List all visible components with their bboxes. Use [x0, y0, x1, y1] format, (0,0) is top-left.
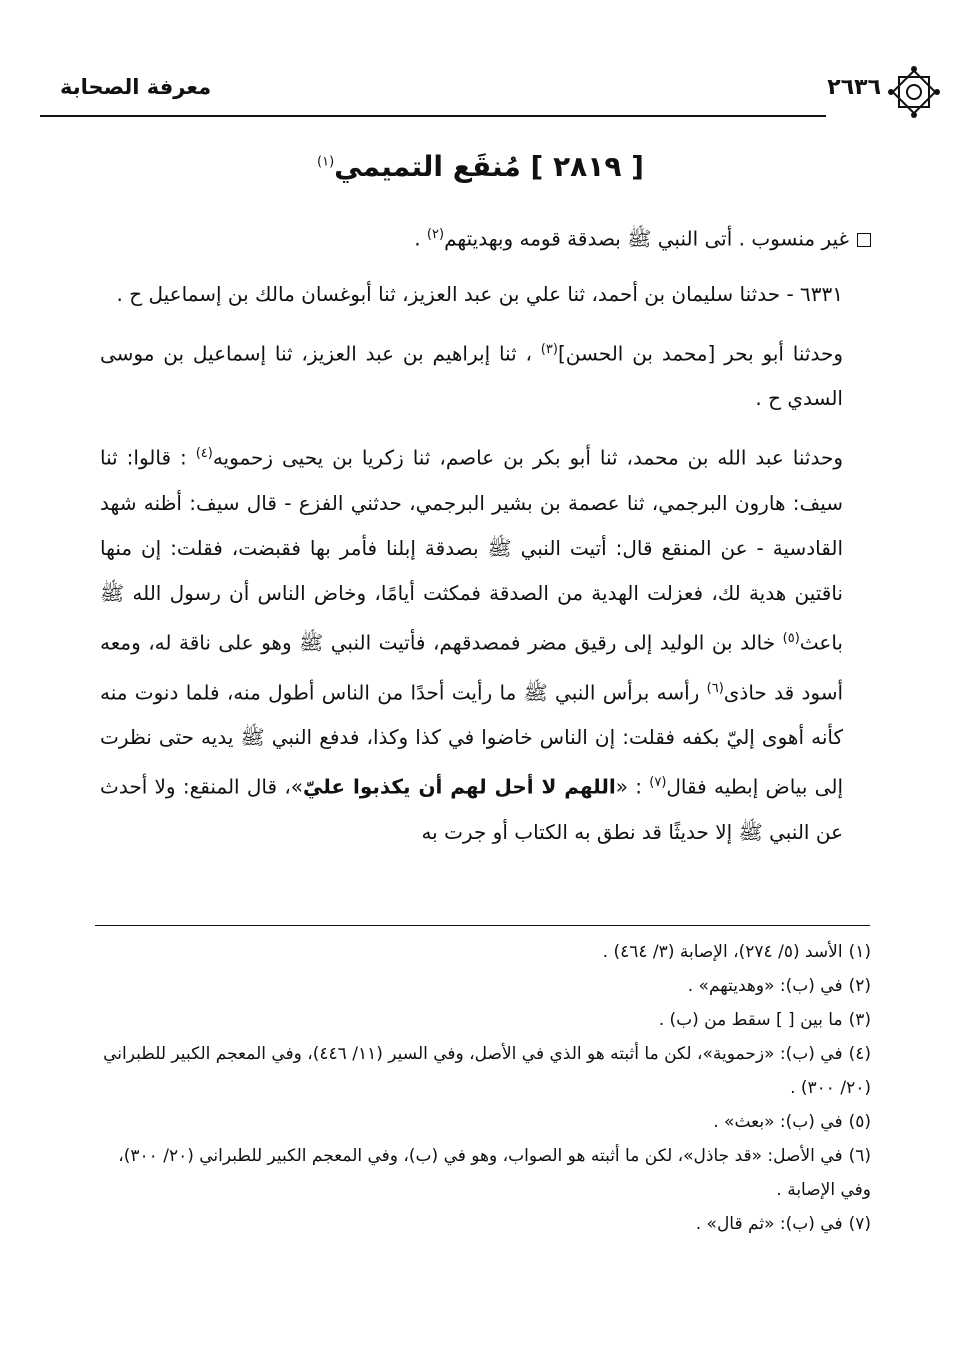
- running-title: معرفة الصحابة: [60, 75, 212, 99]
- footnote-ref: (٧): [649, 775, 667, 791]
- footnote: [100, 1037, 871, 1105]
- page-number: ٢٦٣٦: [827, 75, 881, 100]
- footnote-number: (٥): [848, 1112, 871, 1132]
- footnote: [100, 935, 871, 969]
- footnote-number: (٦): [848, 1146, 871, 1166]
- footnote-number: (٣): [848, 1010, 871, 1030]
- footnote-ref: (٢): [426, 227, 445, 242]
- footnote-ref: (٤): [195, 446, 213, 462]
- paragraph-text: : قالوا: ثنا سيف: هارون البرجمي، ثنا عصمة بن بشير البرجمي، حدثني الفزع - قال سيف: أظنه شهد القادسية - عن المنقع قال: أتيت النبي ﷺ بصدقة إبلنا فأمر بها فقبضت، فقلت: إن منها ناقتين هدية لك، فعزلت الهدية من الصدقة فمكثت أيامًا، وخاض الناس أن رسول الله ﷺ باعث: [100, 445, 843, 655]
- paragraph-text: »، قال المنقع: ولا أحدث عن النبي ﷺ إلا حديثًا قد نطق به الكتاب أو جرت به: [100, 774, 843, 844]
- footnote-text: في (ب): «وهديتهم» .: [687, 976, 843, 996]
- hadith-quote: اللهم لا أحل لهم أن يكذبوا عليّ: [303, 774, 616, 799]
- paragraph-text: : «: [615, 774, 650, 799]
- footnote-ref: (٦): [706, 680, 724, 696]
- paragraph: [100, 272, 871, 317]
- eight-point-star-ornament-icon: [887, 65, 941, 119]
- footnote-text: ما بين [ ] سقط من (ب) .: [658, 1010, 843, 1030]
- paragraph-text: .: [414, 226, 427, 251]
- paragraph: [100, 431, 871, 855]
- footnote: [100, 969, 871, 1003]
- footnote-number: (١): [848, 942, 871, 962]
- paragraph-text: وحدثنا أبو بحر [محمد بن الحسن]: [557, 341, 843, 366]
- entry-heading: [100, 150, 861, 183]
- paragraph: [100, 327, 871, 422]
- paragraph-text: ٦٣٣١ - حدثنا سليمان بن أحمد، ثنا علي بن عبد العزيز، ثنا أبوغسان مالك بن إسماعيل ح .: [116, 281, 843, 306]
- header-rule: [40, 115, 826, 117]
- footnote-text: في (ب): «ثم قال» .: [695, 1214, 843, 1234]
- footnote: [100, 1207, 871, 1241]
- footnote-text: الأسد (٥/ ٢٧٤)، الإصابة (٣/ ٤٦٤) .: [602, 942, 843, 962]
- paragraph-text: رأسه برأس النبي ﷺ ما رأيت أحدًا من الناس أطول منه، فلما دنوت منه كأنه أهوى إليّ بكفه فقلت: إن الناس خاضوا في كذا وكذا، فدفع النبي ﷺ يديه حتى نظرت إلى بياض إبطيه فقال: [100, 680, 843, 799]
- page-header: [60, 55, 881, 115]
- footnote-text: في (ب): «بعث» .: [713, 1112, 843, 1132]
- footnote: [100, 1139, 871, 1207]
- footnote-separator: [95, 925, 870, 926]
- footnote-ref: (٥): [782, 630, 800, 646]
- paragraph: [100, 212, 871, 262]
- footnotes: [100, 935, 871, 1241]
- footnote-text: في الأصل: «قد جاذل»، لكن ما أثبته هو الصواب، وهو في (ب)، وفي المعجم الكبير للطبراني (٢٠/ ٣٠٠)، وفي الإصابة .: [118, 1146, 871, 1200]
- main-text: [100, 212, 871, 865]
- footnote-ref: (٣): [540, 341, 558, 357]
- square-bullet-icon: [857, 233, 871, 247]
- paragraph-text: غير منسوب . أتى النبي ﷺ بصدقة قومه وبهديتهم: [444, 226, 849, 251]
- footnote-number: (٧): [848, 1214, 871, 1234]
- entry-heading-text: [ ٢٨١٩ ] مُنقَع التميمي: [334, 150, 644, 183]
- paragraph-text: ، ثنا إبراهيم بن عبد العزيز، ثنا إسماعيل بن موسى السدي ح .: [100, 341, 843, 411]
- footnote-number: (٤): [848, 1044, 871, 1064]
- footnote: [100, 1003, 871, 1037]
- paragraph-text: خالد بن الوليد إلى رقيق مضر فمصدقهم، فأتيت النبي ﷺ وهو على ناقة له، ومعه أسود قد حاذى: [100, 630, 844, 705]
- footnote: [100, 1105, 871, 1139]
- footnote-number: (٢): [848, 976, 871, 996]
- footnote-text: في (ب): «زحموية»، لكن ما أثبته هو الذي في الأصل، وفي السير (١١/ ٤٤٦)، وفي المعجم الكبير للطبراني (٢٠/ ٣٠٠) .: [103, 1044, 871, 1098]
- footnote-ref: (١): [317, 154, 335, 170]
- paragraph-text: وحدثنا عبد الله بن محمد، ثنا أبو بكر بن عاصم، ثنا زكريا بن يحيى زحمويه: [212, 445, 843, 470]
